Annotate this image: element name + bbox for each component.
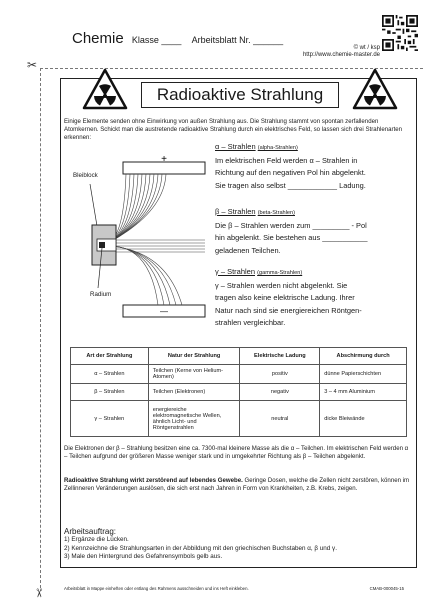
table-row (71, 384, 407, 401)
table-header: Art der Strahlung (71, 348, 149, 365)
worksheet-number-field: Arbeitsblatt Nr. ______ (191, 35, 284, 45)
alpha-heading-name: α – Strahlen (215, 142, 256, 151)
gamma-line-1: γ – Strahlen werden nicht abgelenkt. Sie (215, 280, 348, 290)
bleiblock-label: Bleiblock (73, 172, 98, 179)
beta-line-1: Die β – Strahlen werden zum _________ - Pol (215, 220, 367, 230)
table-cell: β – Strahlen (71, 384, 149, 401)
gamma-section (215, 266, 413, 330)
page-title: Radioaktive Strahlung (141, 82, 339, 108)
table-cell: dicke Bleiwände (320, 401, 407, 437)
gamma-line-4: strahlen vergleichbar. (215, 318, 286, 328)
copyright-block (303, 45, 380, 59)
radiation-warning-icon (352, 68, 398, 110)
gamma-line-2: tragen also keine elektrische Ladung. Ihrer (215, 293, 355, 303)
plus-sign: + (161, 154, 167, 165)
beta-line-2: hin abgelenkt. Sie bestehen aus ___________ (215, 233, 368, 243)
beta-heading (215, 206, 413, 220)
table-header-row (71, 348, 407, 365)
copyright-text: © wt / ksp (353, 45, 380, 51)
scissors-icon: ✂ (32, 587, 47, 599)
radiation-types-table (70, 347, 407, 437)
tasks-heading: Arbeitsauftrag: (64, 527, 117, 536)
table-cell: Teilchen (Kerne von Helium-Atomen) (148, 365, 240, 384)
alpha-line-3: Sie tragen also selbst ____________ Ladung. (215, 180, 366, 190)
class-field: Klasse ____ (131, 35, 182, 45)
worksheet-header (72, 30, 283, 47)
gamma-line-3: Natur nach sind sie energiereichen Röntgen- (215, 305, 362, 315)
tissue-paragraph (64, 477, 412, 493)
table-cell: γ – Strahlen (71, 401, 149, 437)
table-cell: dünne Papierschichten (320, 365, 407, 384)
table-cell: α – Strahlen (71, 365, 149, 384)
radium-label: Radium (90, 291, 112, 298)
table-cell: Teilchen (Elektronen) (148, 384, 240, 401)
scissors-icon: ✂ (27, 58, 38, 72)
table-cell: positiv (240, 365, 320, 384)
gamma-heading-name: γ – Strahlen (215, 267, 256, 276)
table-row (71, 365, 407, 384)
table-cell: negativ (240, 384, 320, 401)
mass-paragraph: Die Elektronen der β – Strahlung besitzen eine ca. 7300-mal kleinere Masse als die α – Teilchen. Im elektrischen Feld werden α – Teilchen aufgrund der größeren Masse weniger stark und in umgekehrter Richtung als β – Teilchen abgelenkt. (64, 445, 409, 461)
cut-line-vertical (40, 68, 41, 588)
task-item: 2) Kennzeichne die Strahlungsarten in der Abbildung mit den griechischen Buchstaben α, β und γ. (64, 544, 337, 552)
alpha-line-1: Im elektrischen Feld werden α – Strahlen in (215, 155, 358, 165)
document-code: CMAB-000045-15 (369, 586, 404, 591)
website-url: http://www.chemie-master.de (302, 52, 380, 58)
alpha-heading (215, 141, 413, 155)
tissue-warning-bold: Radioaktive Strahlung wirkt zerstörend auf lebendes Gewebe. (64, 477, 243, 484)
alpha-heading-sub: (alpha-Strahlen) (257, 145, 298, 151)
task-item: 1) Ergänze die Lücken. (64, 536, 129, 544)
gamma-heading (215, 266, 413, 280)
task-item: 3) Male den Hintergrund des Gefahrensymbols gelb aus. (64, 552, 223, 560)
subject-label: Chemie (72, 30, 124, 47)
minus-sign: — (160, 307, 168, 316)
beta-section (215, 206, 413, 257)
beta-heading-name: β – Strahlen (215, 207, 256, 216)
footer-instructions: Arbeitsblatt in Mappe einheften oder entlang des Rahmens ausschneiden und ins Heft einkleben. (64, 586, 249, 591)
beta-line-3: geladenen Teilchen. (215, 245, 281, 255)
gamma-heading-sub: (gamma-Strahlen) (257, 270, 303, 276)
radiation-warning-icon (82, 68, 128, 110)
table-header: Elektrische Ladung (240, 348, 320, 365)
table-cell: neutral (240, 401, 320, 437)
deflection-diagram (70, 150, 215, 330)
alpha-line-2: Richtung auf den negativen Pol hin abgelenkt. (215, 168, 366, 178)
footer (64, 586, 404, 591)
alpha-section (215, 141, 413, 192)
beta-heading-sub: (beta-Strahlen) (257, 210, 295, 216)
qr-code-icon (382, 15, 418, 51)
table-cell: energiereiche elektromagnetische Wellen, ähnlich Licht- und Röntgenstrahlen (148, 401, 240, 437)
table-header: Abschirmung durch (320, 348, 407, 365)
intro-paragraph: Einige Elemente senden ohne Einwirkung von außen Strahlung aus. Die Strahlung stammt von spontan zerfallenden Atomkernen. Schickt man die austretende radioaktive Strahlung durch ein elektrisches Feld, so lassen sich drei Strahlenarten erkennen: (64, 118, 403, 142)
tasks-section (64, 528, 364, 561)
table-header: Natur der Strahlung (148, 348, 240, 365)
table-row (71, 401, 407, 437)
tissue-warning-rest: Geringe Dosen, welche die Zellen nicht zerstören, können im Zellinneren Veränderungen auslösen, die sich erst nach Jahren in Form von Krankheiten, z.B. Krebs, zeigen. (64, 477, 410, 493)
table-cell: 3 – 4 mm Aluminium (320, 384, 407, 401)
